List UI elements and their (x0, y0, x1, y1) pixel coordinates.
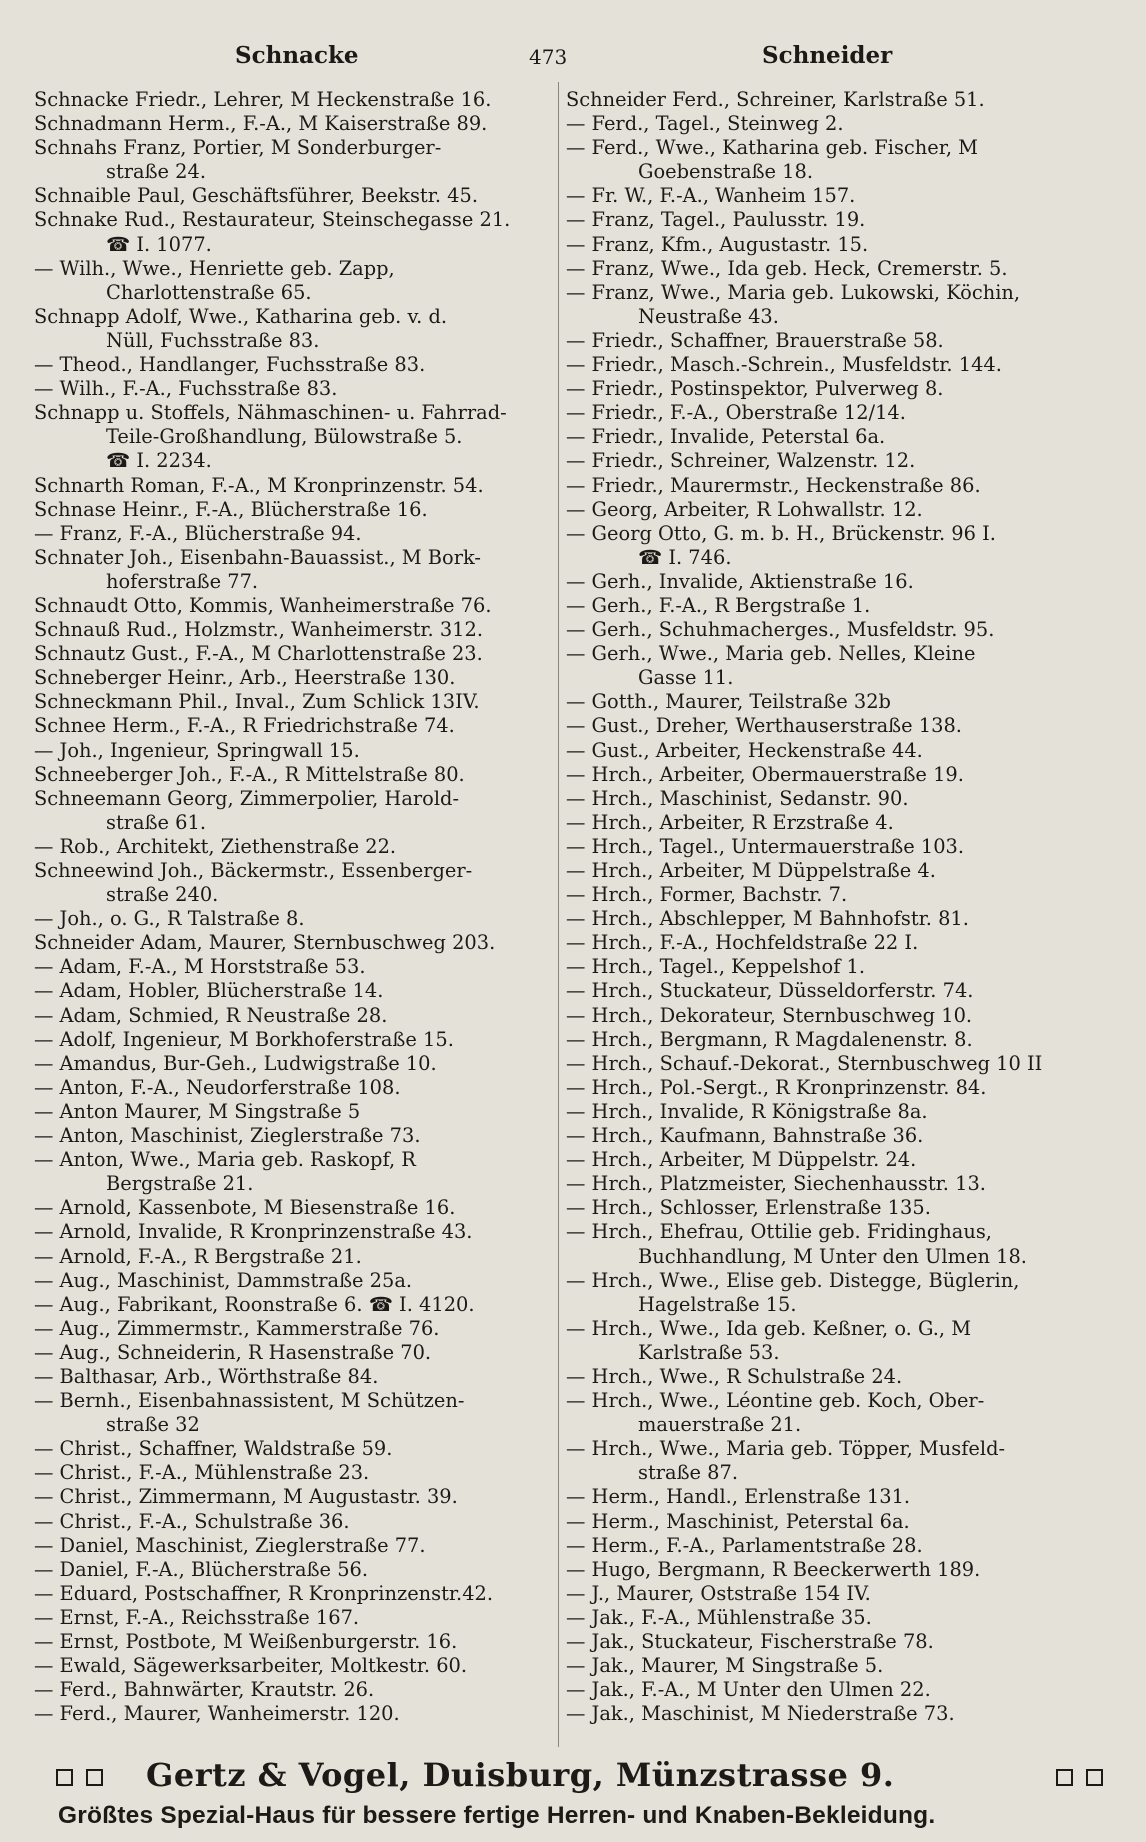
directory-entry: — Adolf, Ingenieur, M Borkhoferstraße 15. (34, 1027, 454, 1051)
directory-entry: — Aug., Zimmermstr., Kammerstraße 76. (34, 1316, 440, 1340)
right-column (566, 88, 1086, 1726)
column-divider (558, 82, 559, 1747)
directory-entry: — Anton, Wwe., Maria geb. Raskopf, R (34, 1148, 416, 1172)
directory-entry: — Hrch., Arbeiter, M Düppelstr. 24. (566, 1148, 917, 1172)
directory-entry: — Rob., Architekt, Ziethenstraße 22. (34, 834, 397, 858)
directory-entry: — Gerh., Invalide, Aktienstraße 16. (566, 569, 914, 593)
directory-entry: — Anton, F.-A., Neudorferstraße 108. (34, 1075, 401, 1099)
directory-entry: — Christ., F.-A., Schulstraße 36. (34, 1509, 350, 1533)
header-left-keyword: Schnacke (235, 42, 359, 69)
directory-entry: — Wilh., F.-A., Fuchsstraße 83. (34, 377, 338, 401)
directory-entry: — Friedr., Maurermstr., Heckenstraße 86. (566, 473, 981, 497)
advert-headline-row (56, 1754, 1096, 1798)
directory-entry: — Jak., Stuckateur, Fischerstraße 78. (566, 1630, 934, 1653)
advertisement-banner (0, 1742, 1146, 1842)
directory-entry: — Wilh., Wwe., Henriette geb. Zapp, (34, 256, 395, 280)
directory-entry: Goebenstraße 18. (638, 160, 814, 184)
directory-entry: Karlstraße 53. (638, 1340, 780, 1364)
directory-entry: — Joh., Ingenieur, Springwall 15. (34, 738, 360, 762)
directory-entry: — Hrch., Wwe., R Schulstraße 24. (566, 1364, 903, 1388)
directory-entry: — Franz, Wwe., Maria geb. Lukowski, Köchin, (566, 280, 1021, 304)
header-right-keyword: Schneider (762, 42, 893, 69)
directory-entry: — Eduard, Postschaffner, R Kronprinzenstr.42. (34, 1581, 494, 1605)
directory-entry: — Friedr., Masch.-Schrein., Musfeldstr. 144. (566, 353, 1002, 377)
directory-entry: — Hrch., Tagel., Untermauerstraße 103. (566, 834, 965, 858)
directory-entry: — Herm., Handl., Erlenstraße 131. (566, 1485, 911, 1509)
directory-entry: ☎ I. 746. (638, 545, 732, 569)
directory-entry: Schnauß Rud., Holzmstr., Wanheimerstr. 312. (34, 618, 484, 642)
directory-entry: — Hrch., Ehefrau, Ottilie geb. Fridinghaus, (566, 1220, 992, 1244)
directory-entry: Schneewind Joh., Bäckermstr., Essenberger- (34, 859, 473, 882)
directory-entry: straße 61. (106, 810, 207, 834)
directory-entry: straße 24. (106, 160, 207, 184)
directory-entry: — Friedr., Invalide, Peterstal 6a. (566, 425, 886, 449)
directory-entry: — Friedr., Schaffner, Brauerstraße 58. (566, 328, 944, 352)
directory-entry: Schneeberger Joh., F.-A., R Mittelstraße 80. (34, 762, 465, 786)
advert-tagline: Größtes Spezial-Haus für bessere fertige Herren- und Knaben-Bekleidung. (58, 1802, 936, 1829)
directory-entry: — Gerh., F.-A., R Bergstraße 1. (566, 593, 871, 617)
directory-entry: — Friedr., F.-A., Oberstraße 12/14. (566, 401, 906, 425)
directory-entry: ☎ I. 1077. (106, 232, 212, 256)
directory-entry: — Aug., Fabrikant, Roonstraße 6. ☎ I. 4120. (34, 1292, 475, 1316)
directory-entry: Hagelstraße 15. (638, 1292, 797, 1316)
directory-entry: — Georg Otto, G. m. b. H., Brückenstr. 96 I. (566, 521, 996, 545)
directory-entry: Charlottenstraße 65. (106, 280, 312, 304)
directory-entry: — Franz, Kfm., Augustastr. 15. (566, 232, 869, 256)
directory-entry: — Hrch., Arbeiter, R Erzstraße 4. (566, 810, 894, 834)
directory-entry: Schnee Herm., F.-A., R Friedrichstraße 74. (34, 714, 455, 738)
directory-entry: — Hrch., Former, Bachstr. 7. (566, 883, 848, 907)
directory-entry: — Arnold, F.-A., R Bergstraße 21. (34, 1244, 362, 1268)
directory-entry: — Gust., Dreher, Werthauserstraße 138. (566, 714, 962, 738)
directory-entry: — Gust., Arbeiter, Heckenstraße 44. (566, 738, 923, 762)
directory-entry: Teile-Großhandlung, Bülowstraße 5. (106, 425, 463, 449)
directory-entry: Schnater Joh., Eisenbahn-Bauassist., M Bork- (34, 545, 481, 569)
directory-entry: Schnahs Franz, Portier, M Sonderburger- (34, 136, 442, 160)
directory-entry: straße 240. (106, 883, 219, 907)
directory-entry: — Aug., Maschinist, Dammstraße 25a. (34, 1268, 413, 1292)
directory-entry: mauerstraße 21. (638, 1413, 802, 1437)
directory-entry: — Herm., Maschinist, Peterstal 6a. (566, 1509, 910, 1533)
square-ornament-icon (1056, 1769, 1073, 1786)
directory-entry: — Hrch., Abschlepper, M Bahnhofstr. 81. (566, 907, 969, 931)
directory-entry: — Georg, Arbeiter, R Lohwallstr. 12. (566, 497, 923, 521)
directory-entry: — Herm., F.-A., Parlamentstraße 28. (566, 1533, 923, 1557)
directory-entry: hoferstraße 77. (106, 569, 259, 593)
directory-entry: straße 32 (106, 1413, 200, 1437)
directory-entry: — Hrch., Pol.-Sergt., R Kronprinzenstr. 84. (566, 1075, 987, 1099)
directory-entry: — Amandus, Bur-Geh., Ludwigstraße 10. (34, 1051, 437, 1075)
directory-entry: — Gerh., Schuhmacherges., Musfeldstr. 95. (566, 618, 995, 642)
directory-entry: — Adam, Schmied, R Neustraße 28. (34, 1003, 388, 1027)
directory-entry: — Hrch., Wwe., Ida geb. Keßner, o. G., M (566, 1316, 972, 1340)
directory-entry: Schnake Rud., Restaurateur, Steinschegasse 21. (34, 208, 511, 232)
directory-entry: — Christ., F.-A., Mühlenstraße 23. (34, 1461, 370, 1485)
advert-headline: Gertz & Vogel, Duisburg, Münzstrasse 9. (146, 1756, 895, 1794)
directory-entry: — Hrch., Kaufmann, Bahnstraße 36. (566, 1124, 924, 1148)
directory-entry: — Ernst, Postbote, M Weißenburgerstr. 16. (34, 1630, 458, 1653)
directory-entry: — Aug., Schneiderin, R Hasenstraße 70. (34, 1340, 432, 1364)
directory-entry: — Hrch., Wwe., Elise geb. Distegge, Büglerin, (566, 1268, 1020, 1292)
directory-entry: — Hrch., Schlosser, Erlenstraße 135. (566, 1196, 931, 1220)
directory-entry: — Fr. W., F.-A., Wanheim 157. (566, 184, 856, 208)
directory-entry: — Hrch., Tagel., Keppelshof 1. (566, 955, 866, 979)
directory-entry: straße 87. (638, 1461, 739, 1485)
directory-entry: — Friedr., Schreiner, Walzenstr. 12. (566, 449, 916, 473)
directory-entry: — Bernh., Eisenbahnassistent, M Schützen- (34, 1389, 465, 1413)
directory-entry: — Joh., o. G., R Talstraße 8. (34, 907, 305, 931)
directory-entry: — Jak., Maurer, M Singstraße 5. (566, 1654, 884, 1678)
directory-entry: — Arnold, Kassenbote, M Biesenstraße 16. (34, 1196, 456, 1220)
directory-entry: — Gerh., Wwe., Maria geb. Nelles, Kleine (566, 642, 976, 666)
directory-entry: — Hrch., Wwe., Maria geb. Töpper, Musfeld- (566, 1437, 1006, 1461)
directory-entry: — Ferd., Tagel., Steinweg 2. (566, 112, 844, 136)
directory-entry: — Ferd., Maurer, Wanheimerstr. 120. (34, 1702, 400, 1726)
directory-entry: — Christ., Schaffner, Waldstraße 59. (34, 1437, 393, 1461)
directory-entry: Schnacke Friedr., Lehrer, M Heckenstraße 16. (34, 88, 492, 111)
directory-entry: — Anton, Maschinist, Zieglerstraße 73. (34, 1124, 421, 1148)
square-ornament-icon (56, 1769, 73, 1786)
directory-entry: — Anton Maurer, M Singstraße 5 (34, 1099, 361, 1123)
directory-entry: Buchhandlung, M Unter den Ulmen 18. (638, 1244, 1027, 1268)
directory-entry: Schnapp Adolf, Wwe., Katharina geb. v. d. (34, 304, 448, 328)
directory-entry: Schnaudt Otto, Kommis, Wanheimerstraße 76. (34, 593, 492, 617)
directory-entry: — Franz, F.-A., Blücherstraße 94. (34, 521, 362, 545)
directory-entry: — Hrch., Stuckateur, Düsseldorferstr. 74. (566, 979, 974, 1003)
directory-entry: Neustraße 43. (638, 304, 779, 328)
directory-entry: Schnase Heinr., F.-A., Blücherstraße 16. (34, 497, 428, 521)
directory-entry: — Gotth., Maurer, Teilstraße 32b (566, 690, 891, 714)
directory-entry: — Friedr., Postinspektor, Pulverweg 8. (566, 377, 944, 401)
directory-entry: — J., Maurer, Oststraße 154 IV. (566, 1581, 871, 1605)
square-ornament-icon (1086, 1769, 1103, 1786)
directory-entry: — Ferd., Bahnwärter, Krautstr. 26. (34, 1678, 375, 1702)
directory-entry: — Balthasar, Arb., Wörthstraße 84. (34, 1364, 379, 1388)
directory-entry: — Jak., Maschinist, M Niederstraße 73. (566, 1702, 955, 1726)
directory-entry: Schnapp u. Stoffels, Nähmaschinen- u. Fahrrad- (34, 401, 507, 425)
directory-entry: — Hrch., Platzmeister, Siechenhausstr. 13. (566, 1172, 986, 1196)
directory-entry: — Franz, Wwe., Ida geb. Heck, Cremerstr. 5. (566, 256, 1008, 280)
directory-entry: Schneider Adam, Maurer, Sternbuschweg 203. (34, 931, 496, 955)
directory-entry: Gasse 11. (638, 666, 734, 690)
left-column (34, 88, 554, 1726)
directory-entry: — Hrch., Invalide, R Königstraße 8a. (566, 1099, 928, 1123)
square-ornament-icon (86, 1769, 103, 1786)
running-header (0, 42, 1146, 76)
directory-entry: Schneberger Heinr., Arb., Heerstraße 130. (34, 666, 456, 690)
directory-entry: — Daniel, Maschinist, Zieglerstraße 77. (34, 1533, 426, 1557)
directory-entry: Schneemann Georg, Zimmerpolier, Harold- (34, 786, 460, 810)
directory-entry: — Ernst, F.-A., Reichsstraße 167. (34, 1605, 360, 1629)
directory-entry: Bergstraße 21. (106, 1172, 254, 1196)
directory-entry: Schnadmann Herm., F.-A., M Kaiserstraße 89. (34, 112, 488, 136)
directory-entry: — Christ., Zimmermann, M Augustastr. 39. (34, 1485, 458, 1509)
directory-entry: — Franz, Tagel., Paulusstr. 19. (566, 208, 866, 232)
directory-entry: — Daniel, F.-A., Blücherstraße 56. (34, 1557, 369, 1581)
directory-entry: — Hrch., Arbeiter, Obermauerstraße 19. (566, 762, 964, 786)
directory-entry: Nüll, Fuchsstraße 83. (106, 328, 320, 352)
directory-entry: — Hrch., Bergmann, R Magdalenenstr. 8. (566, 1027, 973, 1051)
directory-entry: Schnarth Roman, F.-A., M Kronprinzenstr. 54. (34, 473, 484, 497)
directory-entry: — Hrch., Arbeiter, M Düppelstraße 4. (566, 859, 936, 882)
directory-entry: — Hugo, Bergmann, R Beeckerwerth 189. (566, 1557, 981, 1581)
directory-entry: — Theod., Handlanger, Fuchsstraße 83. (34, 353, 426, 377)
directory-entry: Schneckmann Phil., Inval., Zum Schlick 13IV. (34, 690, 480, 714)
directory-entry: — Ewald, Sägewerksarbeiter, Moltkestr. 60. (34, 1654, 468, 1678)
directory-entry: — Jak., F.-A., Mühlenstraße 35. (566, 1605, 872, 1629)
directory-entry: Schnautz Gust., F.-A., M Charlottenstraße 23. (34, 642, 483, 666)
directory-entry: Schnaible Paul, Geschäftsführer, Beekstr. 45. (34, 184, 478, 208)
directory-entry: — Hrch., F.-A., Hochfeldstraße 22 I. (566, 931, 919, 955)
page-number: 473 (529, 45, 568, 69)
directory-entry: — Arnold, Invalide, R Kronprinzenstraße 43. (34, 1220, 473, 1244)
directory-entry: ☎ I. 2234. (106, 449, 212, 473)
directory-entry: — Hrch., Schauf.-Dekorat., Sternbuschweg 10 II (566, 1051, 1043, 1075)
directory-entry: — Jak., F.-A., M Unter den Ulmen 22. (566, 1678, 931, 1702)
directory-entry: — Hrch., Dekorateur, Sternbuschweg 10. (566, 1003, 973, 1027)
directory-entry: — Ferd., Wwe., Katharina geb. Fischer, M (566, 136, 979, 160)
directory-entry: — Hrch., Maschinist, Sedanstr. 90. (566, 786, 909, 810)
directory-entry: — Adam, Hobler, Blücherstraße 14. (34, 979, 384, 1003)
directory-entry: — Adam, F.-A., M Horststraße 53. (34, 955, 366, 979)
directory-entry: — Hrch., Wwe., Léontine geb. Koch, Ober- (566, 1389, 985, 1413)
directory-entry: Schneider Ferd., Schreiner, Karlstraße 51. (566, 88, 985, 111)
